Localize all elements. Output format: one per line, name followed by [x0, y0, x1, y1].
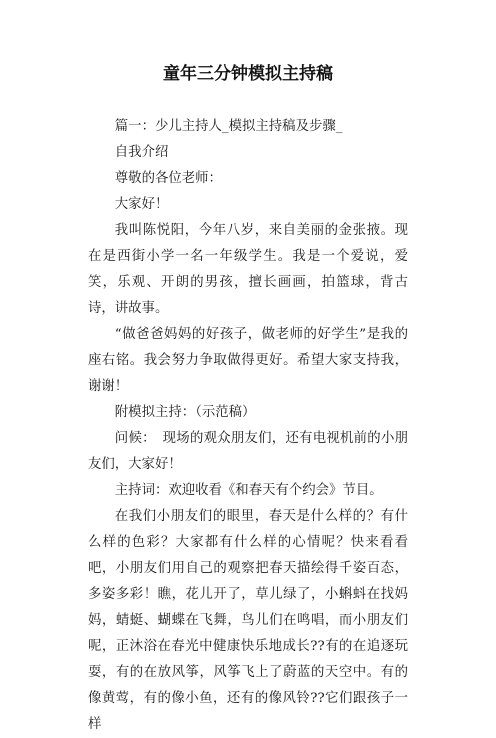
paragraph-self-intro-label: 自我介绍: [114, 145, 169, 160]
paragraph-host-intro: 主持词：欢迎收看《和春天有个约会》节目。: [114, 483, 383, 498]
paragraph-host-greeting: 问候： 现场的观众朋友们，还有电视机前的小朋友们，大家好！: [88, 431, 408, 472]
document-body: [88, 114, 408, 738]
paragraph-greeting: 大家好！: [114, 197, 169, 212]
document-title: 童年三分钟模拟主持稿: [163, 64, 333, 84]
paragraph-motto: “做爸爸妈妈的好孩子，做老师的好学生”是我的座右铭。我会努力争取做得更好。希望大家支持我，谢谢！: [88, 327, 408, 394]
paragraph-spring-description: 在我们小朋友们的眼里，春天是什么样的？有什么样的色彩？大家都有什么样的心情呢？快来看看吧，小朋友们用自己的观察把春天描绘得千姿百态，多姿多彩！瞧，花儿开了，草儿绿了，小蝌蚪在找妈妈，蜻蜓、蝴蝶在飞舞，鸟儿们在鸣唱，而小朋友们呢，正沐浴在春光中健康快乐地成长??有的在追逐玩耍，有的在放风筝，风筝飞上了蔚蓝的天空中。有的像黄莺，有的像小鱼，还有的像风铃??它们跟孩子一样: [88, 509, 408, 732]
paragraph-sample-label: 附模拟主持：（示范稿）: [114, 405, 256, 420]
paragraph-self-intro: 我叫陈悦阳，今年八岁，来自美丽的金张掖。现在是西街小学一名一年级学生。我是一个爱说，爱笑，乐观、开朗的男孩，擅长画画，拍篮球，背古诗，讲故事。: [88, 223, 408, 316]
paragraph-salutation: 尊敬的各位老师：: [114, 171, 222, 186]
paragraph-section-heading: 篇一：少儿主持人_模拟主持稿及步骤_: [114, 119, 343, 134]
